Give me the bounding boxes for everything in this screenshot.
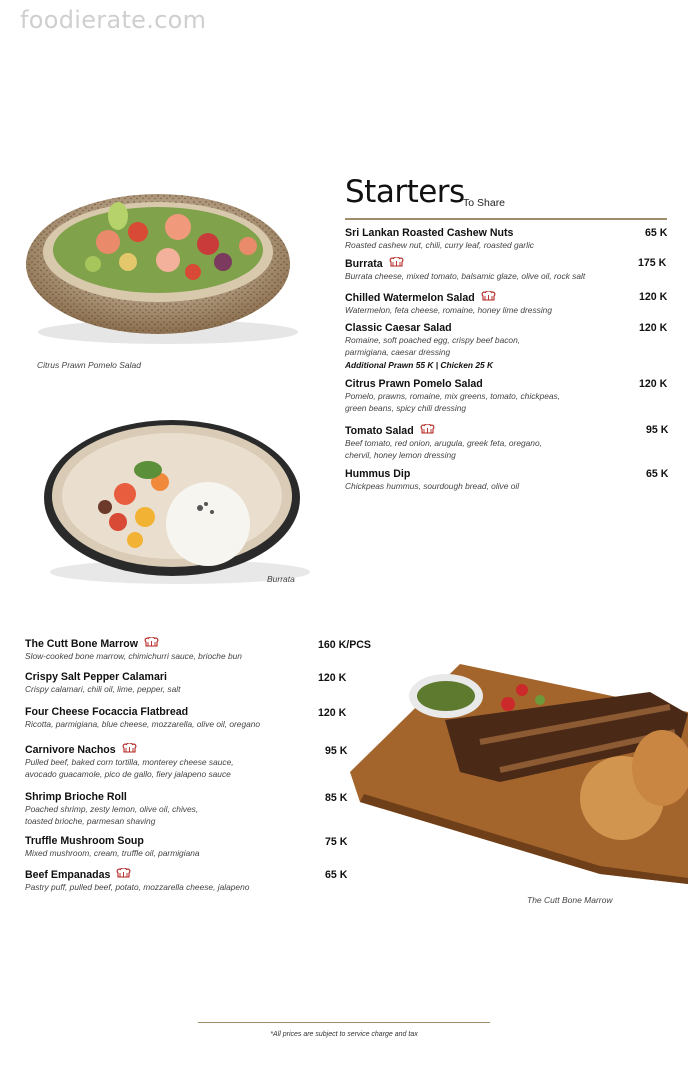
item-description: Crispy calamari, chili oil, lime, pepper, salt [25, 684, 181, 694]
menu-item [25, 637, 315, 662]
item-description: Beef tomato, red onion, arugula, greek feta, oregano, [345, 438, 542, 448]
item-description: Poached shrimp, zesty lemon, olive oil, chives, [25, 804, 199, 814]
citrus-salad-image [18, 182, 318, 352]
item-price: 120 K [639, 378, 668, 390]
item-name: Four Cheese Focaccia Flatbread [25, 706, 189, 718]
menu-item [345, 227, 645, 251]
item-description: green beans, spicy chili dressing [345, 403, 467, 414]
chef-hat-icon [420, 424, 435, 435]
item-name: Chilled Watermelon Salad [345, 292, 475, 304]
item-price: 120 K [639, 322, 668, 334]
item-description: Watermelon, feta cheese, romaine, honey lime dressing [345, 305, 552, 315]
item-description: Slow-cooked bone marrow, chimichurri sauce, brioche bun [25, 651, 242, 661]
item-description: Ricotta, parmigiana, blue cheese, mozzarella, olive oil, oregano [25, 719, 261, 729]
item-price: 65 K [646, 468, 669, 480]
item-price: 120 K [639, 291, 668, 303]
item-description: chervil, honey lemon dressing [345, 450, 456, 461]
menu-item [345, 291, 635, 316]
item-name: Citrus Prawn Pomelo Salad [345, 378, 483, 390]
chef-hat-icon [116, 868, 131, 879]
item-name: Beef Empanadas [25, 869, 111, 881]
item-description: Romaine, soft poached egg, crispy beef bacon, [345, 335, 521, 345]
chef-hat-icon [481, 291, 496, 302]
item-description: Pomelo, prawns, romaine, mix greens, tomato, chickpeas, [345, 391, 561, 401]
item-addon: Additional Prawn 55 K | Chicken 25 K [345, 359, 494, 370]
section-subtitle: To Share [463, 197, 506, 209]
item-name: Shrimp Brioche Roll [25, 791, 127, 803]
starters-header [345, 174, 667, 220]
item-name: Sri Lankan Roasted Cashew Nuts [345, 227, 514, 239]
item-price: 95 K [325, 745, 348, 757]
item-description: Chickpeas hummus, sourdough bread, olive oil [345, 481, 520, 491]
item-description: avocado guacamole, pico de gallo, fiery jalapeno sauce [25, 769, 231, 780]
menu-item [345, 378, 635, 415]
item-price: 65 K [325, 869, 348, 881]
caption-marrow: The Cutt Bone Marrow [527, 895, 613, 905]
menu-item [25, 743, 315, 781]
menu-item [345, 468, 635, 492]
item-price: 85 K [325, 792, 348, 804]
menu-item [345, 322, 635, 371]
burrata-image [30, 412, 330, 588]
item-description: Pastry puff, pulled beef, potato, mozzarella cheese, jalapeno [25, 882, 250, 892]
section-title: Starters [345, 174, 465, 210]
watermark: foodierate.com [20, 6, 207, 34]
item-description: toasted brioche, parmesan shaving [25, 816, 156, 827]
chef-hat-icon [389, 257, 404, 268]
item-name: Carnivore Nachos [25, 744, 116, 756]
menu-item [25, 671, 315, 695]
item-name: Truffle Mushroom Soup [25, 835, 144, 847]
item-price: 65 K [645, 227, 668, 239]
menu-item [345, 257, 635, 282]
item-name: Tomato Salad [345, 425, 414, 437]
footer-note: *All prices are subject to service charge and tax [270, 1031, 418, 1038]
item-name: Crispy Salt Pepper Calamari [25, 671, 167, 683]
item-price: 75 K [325, 836, 348, 848]
item-description: Burrata cheese, mixed tomato, balsamic glaze, olive oil, rock salt [345, 271, 586, 281]
item-price: 175 K [638, 257, 667, 269]
item-price: 120 K [318, 672, 347, 684]
chef-hat-icon [122, 743, 137, 754]
caption-citrus: Citrus Prawn Pomelo Salad [37, 360, 141, 370]
item-price: 160 K/PCS [318, 639, 371, 651]
item-description: Pulled beef, baked corn tortilla, monterey cheese sauce, [25, 757, 234, 767]
item-price: 120 K [318, 707, 347, 719]
menu-item [345, 424, 635, 462]
item-name: Burrata [345, 258, 383, 270]
menu-item [25, 791, 315, 828]
menu-item [25, 835, 315, 859]
item-description: Mixed mushroom, cream, truffle oil, parmigiana [25, 848, 200, 858]
item-name: The Cutt Bone Marrow [25, 638, 138, 650]
caption-burrata: Burrata [267, 574, 295, 584]
item-description: Roasted cashew nut, chili, curry leaf, roasted garlic [345, 240, 534, 250]
chef-hat-icon [144, 637, 159, 648]
footer-divider [198, 1022, 490, 1023]
bone-marrow-image [350, 652, 688, 886]
item-price: 95 K [646, 424, 669, 436]
item-name: Hummus Dip [345, 468, 411, 480]
item-name: Classic Caesar Salad [345, 322, 452, 334]
menu-item [25, 868, 315, 893]
menu-item [25, 706, 315, 730]
item-description: parmigiana, caesar dressing [345, 347, 451, 358]
